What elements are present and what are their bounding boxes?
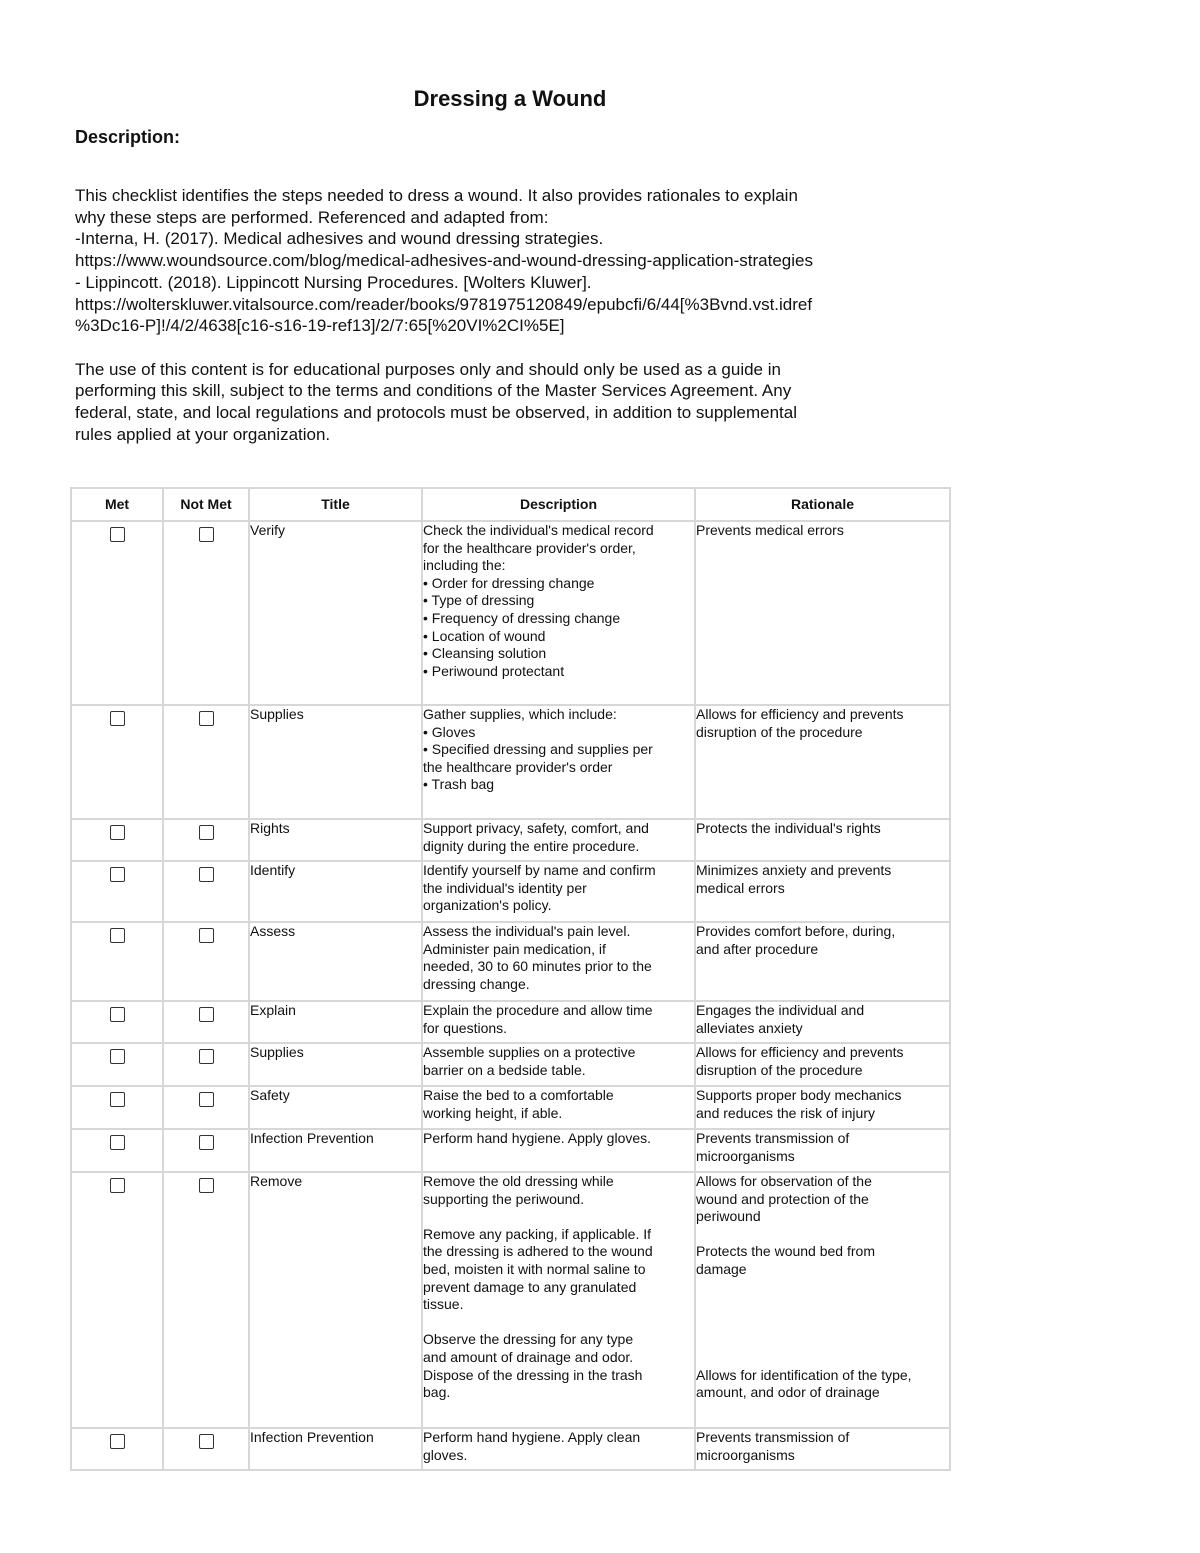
step-title: Rights — [249, 819, 422, 861]
step-description-line: bag. — [423, 1384, 451, 1401]
table-row — [71, 922, 950, 1001]
not-met-cell — [163, 1428, 249, 1470]
disclaimer-line: performing this skill, subject to the terms and conditions of the Master Services Agreement. Any — [75, 381, 792, 401]
not-met-cell — [163, 1001, 249, 1043]
step-rationale-line: Allows for identification of the type, — [696, 1366, 912, 1383]
header-met: Met — [71, 488, 163, 521]
table-header-row — [71, 488, 950, 521]
step-rationale-paragraph — [696, 1173, 949, 1226]
met-checkbox[interactable] — [110, 928, 125, 943]
step-description — [422, 1172, 695, 1428]
step-rationale-line: disruption of the procedure — [696, 723, 863, 740]
step-description-line: Administer pain medication, if — [423, 940, 606, 957]
not-met-cell — [163, 861, 249, 922]
step-title: Identify — [249, 861, 422, 922]
met-checkbox[interactable] — [110, 1049, 125, 1064]
met-cell — [71, 922, 163, 1001]
not-met-cell — [163, 705, 249, 819]
met-cell — [71, 1001, 163, 1043]
step-description-line: Check the individual's medical record — [423, 522, 654, 538]
met-checkbox[interactable] — [110, 1007, 125, 1022]
met-cell — [71, 1428, 163, 1470]
intro-line: why these steps are performed. Referenced and adapted from: — [75, 207, 549, 227]
table-row — [71, 1043, 950, 1086]
disclaimer-line: federal, state, and local regulations and protocols must be observed, in addition to supplemental — [75, 403, 798, 423]
checklist-table — [70, 487, 951, 1471]
step-rationale — [695, 1086, 950, 1129]
not-met-cell — [163, 922, 249, 1001]
table-row — [71, 861, 950, 922]
step-rationale-line: Allows for observation of the — [696, 1173, 872, 1189]
step-title: Assess — [249, 922, 422, 1001]
step-description-line: tissue. — [423, 1296, 464, 1313]
step-rationale — [695, 1428, 950, 1470]
step-description-line: needed, 30 to 60 minutes prior to the — [423, 958, 652, 975]
step-description-line: for the healthcare provider's order, — [423, 539, 636, 556]
step-rationale — [695, 1043, 950, 1086]
step-rationale-paragraph — [696, 1243, 949, 1278]
not-met-cell — [163, 1172, 249, 1428]
step-description-line: Remove any packing, if applicable. If — [423, 1225, 652, 1242]
step-title: Safety — [249, 1086, 422, 1129]
step-description-line: Explain the procedure and allow time — [423, 1002, 653, 1018]
step-rationale-line: Allows for efficiency and prevents — [696, 1044, 904, 1060]
step-rationale — [695, 705, 950, 819]
step-title: Verify — [249, 521, 422, 705]
step-rationale-line: damage — [696, 1260, 747, 1277]
table-row — [71, 705, 950, 819]
step-rationale-line: Minimizes anxiety and prevents — [696, 862, 892, 878]
step-rationale-paragraph — [696, 1367, 949, 1402]
step-description-line: • Frequency of dressing change — [423, 609, 621, 626]
step-description-line: supporting the periwound. — [423, 1190, 585, 1207]
met-checkbox[interactable] — [110, 825, 125, 840]
step-rationale-line: Prevents transmission of — [696, 1429, 850, 1445]
not-met-checkbox[interactable] — [199, 711, 214, 726]
not-met-checkbox[interactable] — [199, 1007, 214, 1022]
step-title: Supplies — [249, 705, 422, 819]
not-met-checkbox[interactable] — [199, 1178, 214, 1193]
intro-line: This checklist identifies the steps needed to dress a wound. It also provides rationales to explain — [75, 186, 798, 205]
met-checkbox[interactable] — [110, 1135, 125, 1150]
met-checkbox[interactable] — [110, 1434, 125, 1449]
step-description-line: • Gloves — [423, 723, 476, 740]
step-rationale-line: microorganisms — [696, 1446, 795, 1463]
step-description-line: Perform hand hygiene. Apply gloves. — [423, 1130, 652, 1146]
met-checkbox[interactable] — [110, 711, 125, 726]
step-description-line: Assemble supplies on a protective — [423, 1044, 636, 1060]
table-row — [71, 1086, 950, 1129]
step-description — [422, 1428, 695, 1470]
step-description-line: Perform hand hygiene. Apply clean — [423, 1429, 641, 1445]
step-description-line: organization's policy. — [423, 897, 552, 914]
not-met-cell — [163, 1086, 249, 1129]
step-description — [422, 1043, 695, 1086]
met-checkbox[interactable] — [110, 867, 125, 882]
intro-text — [75, 185, 945, 445]
step-title: Supplies — [249, 1043, 422, 1086]
step-description — [422, 922, 695, 1001]
met-cell — [71, 705, 163, 819]
not-met-cell — [163, 1043, 249, 1086]
table-row — [71, 1129, 950, 1172]
step-description-line: barrier on a bedside table. — [423, 1061, 586, 1078]
step-rationale — [695, 1001, 950, 1043]
description-heading: Description: — [75, 127, 181, 147]
step-description-line: • Cleansing solution — [423, 645, 547, 662]
step-description-line: Identify yourself by name and confirm — [423, 862, 656, 878]
step-description-line: • Specified dressing and supplies per — [423, 741, 653, 758]
met-cell — [71, 861, 163, 922]
table-row — [71, 521, 950, 705]
step-description-line: Assess the individual's pain level. — [423, 923, 631, 939]
met-checkbox[interactable] — [110, 1178, 125, 1193]
step-rationale-line: Provides comfort before, during, — [696, 923, 896, 939]
not-met-checkbox[interactable] — [199, 527, 214, 542]
step-rationale-line: microorganisms — [696, 1147, 795, 1164]
step-rationale-line: and reduces the risk of injury — [696, 1104, 875, 1121]
table-row — [71, 1172, 950, 1428]
step-rationale — [695, 922, 950, 1001]
reference-link: %3Dc16-P]!/4/2/4638[c16-s16-19-ref13]/2/7:65[%20VI%2CI%5E] — [75, 316, 565, 336]
step-rationale — [695, 521, 950, 705]
page-title: Dressing a Wound — [413, 86, 607, 111]
header-description: Description — [422, 488, 695, 521]
step-rationale-line: Supports proper body mechanics — [696, 1087, 902, 1103]
header-not-met: Not Met — [163, 488, 249, 521]
met-cell — [71, 521, 163, 705]
met-checkbox[interactable] — [110, 527, 125, 542]
step-rationale-line: medical errors — [696, 879, 785, 896]
not-met-checkbox[interactable] — [199, 1049, 214, 1064]
not-met-cell — [163, 1129, 249, 1172]
step-description-paragraph — [423, 1173, 694, 1208]
step-title: Explain — [249, 1001, 422, 1043]
step-description — [422, 521, 695, 705]
intro-line: -Interna, H. (2017). Medical adhesives and wound dressing strategies. — [75, 229, 604, 249]
step-rationale-line: amount, and odor of drainage — [696, 1384, 880, 1401]
step-description-line: dignity during the entire procedure. — [423, 837, 640, 854]
not-met-checkbox[interactable] — [199, 1135, 214, 1150]
intro-line: - Lippincott. (2018). Lippincott Nursing Procedures. [Wolters Kluwer]. — [75, 272, 592, 292]
step-description — [422, 1129, 695, 1172]
step-rationale — [695, 1172, 950, 1428]
step-rationale-line: Engages the individual and — [696, 1002, 865, 1018]
step-description — [422, 1086, 695, 1129]
table-row — [71, 819, 950, 861]
not-met-checkbox[interactable] — [199, 928, 214, 943]
met-cell — [71, 1043, 163, 1086]
step-description-line: for questions. — [423, 1019, 508, 1036]
step-description-line: the dressing is adhered to the wound — [423, 1243, 653, 1260]
step-description-line: and amount of drainage and odor. — [423, 1348, 634, 1365]
step-description — [422, 819, 695, 861]
step-rationale-line: Prevents medical errors — [696, 522, 844, 538]
step-description-paragraph — [423, 1331, 694, 1401]
step-description-line: • Order for dressing change — [423, 574, 595, 591]
not-met-checkbox[interactable] — [199, 825, 214, 840]
step-description — [422, 1001, 695, 1043]
header-title: Title — [249, 488, 422, 521]
met-cell — [71, 1172, 163, 1428]
step-title: Infection Prevention — [249, 1129, 422, 1172]
met-cell — [71, 1086, 163, 1129]
step-rationale-line: alleviates anxiety — [696, 1019, 803, 1036]
step-rationale-line: wound and protection of the — [696, 1190, 869, 1207]
step-description-line: bed, moisten it with normal saline to — [423, 1260, 646, 1277]
step-description-line: the healthcare provider's order — [423, 758, 613, 775]
not-met-checkbox[interactable] — [199, 1092, 214, 1107]
step-title: Infection Prevention — [249, 1428, 422, 1470]
not-met-cell — [163, 521, 249, 705]
header-rationale: Rationale — [695, 488, 950, 521]
not-met-cell — [163, 819, 249, 861]
step-rationale-line: Allows for efficiency and prevents — [696, 706, 904, 722]
disclaimer-line: The use of this content is for educational purposes only and should only be used as a guide in — [75, 359, 781, 379]
table-row — [71, 1001, 950, 1043]
step-description-line: Observe the dressing for any type — [423, 1331, 634, 1348]
step-rationale-line: Prevents transmission of — [696, 1130, 850, 1146]
step-description-line: gloves. — [423, 1446, 468, 1463]
step-rationale-line: periwound — [696, 1208, 761, 1225]
not-met-checkbox[interactable] — [199, 867, 214, 882]
step-description-line: Support privacy, safety, comfort, and — [423, 820, 649, 836]
step-description-line: Gather supplies, which include: — [423, 706, 617, 722]
met-cell — [71, 819, 163, 861]
reference-link: https://www.woundsource.com/blog/medical-adhesives-and-wound-dressing-application-strategies — [75, 251, 813, 271]
step-rationale-line: Protects the individual's rights — [696, 820, 881, 836]
step-description-line: • Location of wound — [423, 627, 546, 644]
met-cell — [71, 1129, 163, 1172]
table-row — [71, 1428, 950, 1470]
step-description-line: including the: — [423, 557, 506, 574]
step-description — [422, 705, 695, 819]
reference-link: https://wolterskluwer.vitalsource.com/reader/books/9781975120849/epubcfi/6/44[%3Bvnd.vst.idref — [75, 294, 813, 314]
step-description-line: Raise the bed to a comfortable — [423, 1087, 614, 1103]
step-description-line: • Type of dressing — [423, 592, 535, 609]
step-description-paragraph — [423, 1226, 694, 1314]
step-description-line: Dispose of the dressing in the trash — [423, 1366, 643, 1383]
step-rationale-line: and after procedure — [696, 940, 819, 957]
step-rationale-line: disruption of the procedure — [696, 1061, 863, 1078]
step-description-line: Remove the old dressing while — [423, 1173, 614, 1189]
step-rationale-line: Protects the wound bed from — [696, 1243, 875, 1260]
step-description — [422, 861, 695, 922]
step-title: Remove — [249, 1172, 422, 1428]
step-description-line: prevent damage to any granulated — [423, 1278, 637, 1295]
step-rationale — [695, 819, 950, 861]
met-checkbox[interactable] — [110, 1092, 125, 1107]
not-met-checkbox[interactable] — [199, 1434, 214, 1449]
step-description-line: dressing change. — [423, 975, 530, 992]
step-rationale — [695, 861, 950, 922]
step-description-line: working height, if able. — [423, 1104, 563, 1121]
step-description-line: the individual's identity per — [423, 879, 587, 896]
step-description-line: • Periwound protectant — [423, 662, 565, 679]
step-description-line: • Trash bag — [423, 776, 495, 793]
step-rationale — [695, 1129, 950, 1172]
disclaimer-line: rules applied at your organization. — [75, 424, 331, 444]
